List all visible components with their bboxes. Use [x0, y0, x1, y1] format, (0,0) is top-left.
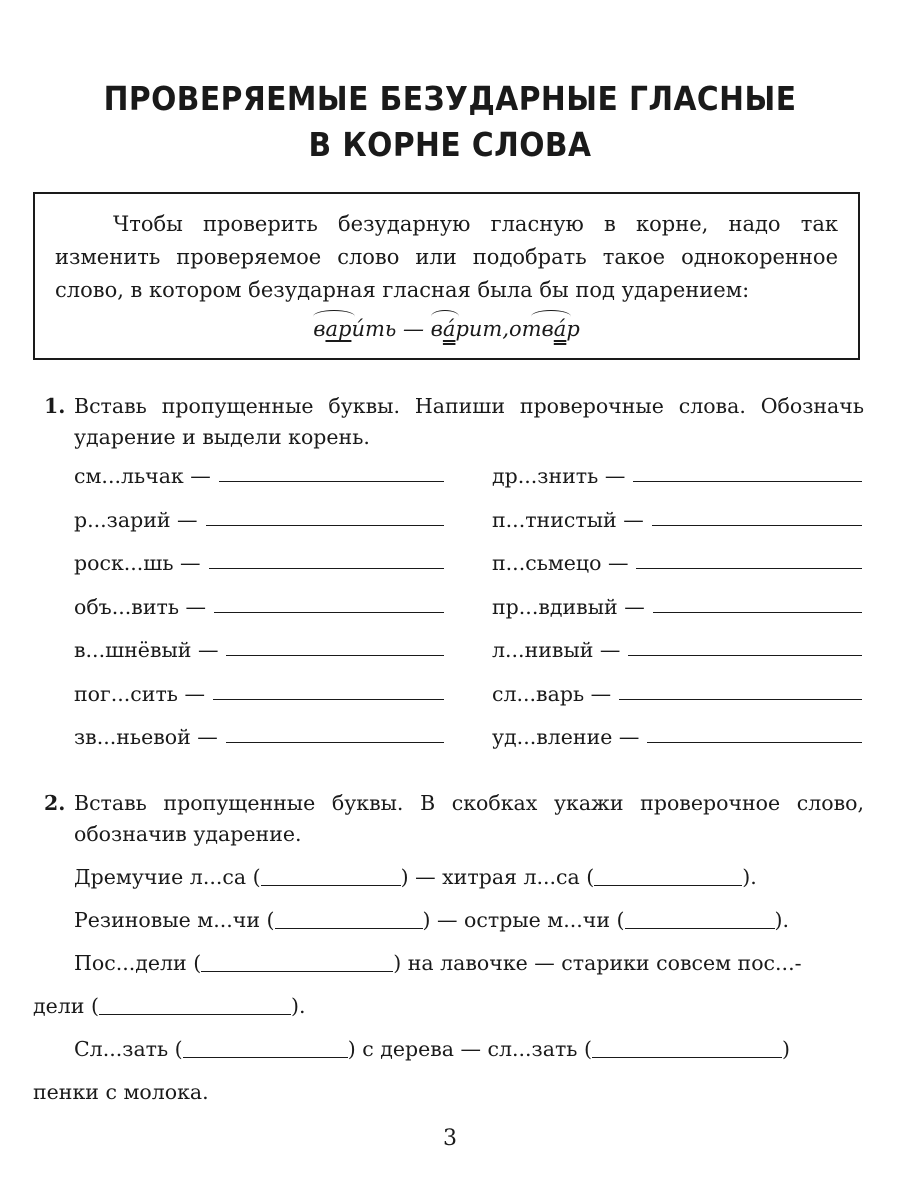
example-word-1: вари́ть: [313, 313, 396, 346]
sentence-line: пенки с молока.: [33, 1080, 209, 1104]
answer-blank[interactable]: [261, 865, 401, 886]
answer-line[interactable]: [633, 481, 862, 482]
word-item-left: пог...сить —: [74, 676, 444, 706]
answer-line[interactable]: [636, 568, 862, 569]
word-item-right: сл...варь —: [492, 676, 862, 706]
word-item-left: см...льчак —: [74, 458, 444, 488]
root-arc: [313, 310, 355, 323]
answer-blank[interactable]: [625, 908, 775, 929]
sentence-line: дели ( ).: [33, 994, 306, 1018]
answer-line[interactable]: [653, 612, 862, 613]
stressed-vowel-mark: а́: [553, 317, 567, 341]
word-item-left: объ...вить —: [74, 589, 444, 619]
task-text: Вставь пропущенные буквы. Напиши проверочные слова. Обозначь ударение и выдели корень.: [74, 394, 864, 449]
task-text: Вставь пропущенные буквы. В скобках укажи проверочное слово, обозначив ударение.: [74, 791, 864, 846]
sentence-line: Резиновые м...чи ( ) — острые м...чи ( ).: [74, 908, 790, 932]
word-item-right: л...нивый —: [492, 632, 862, 662]
answer-blank[interactable]: [183, 1037, 348, 1058]
answer-blank[interactable]: [99, 994, 291, 1015]
task-number: 1.: [44, 394, 66, 418]
sentence-line: Пос...дели ( ) на лавочке — старики совсем пос...-: [74, 951, 802, 975]
word-item-right: уд...вление —: [492, 719, 862, 749]
answer-line[interactable]: [209, 568, 444, 569]
answer-line[interactable]: [226, 655, 444, 656]
answer-line[interactable]: [226, 742, 444, 743]
word-item-right: др...знить —: [492, 458, 862, 488]
word-item-right: п...сьмецо —: [492, 545, 862, 575]
task-1-instruction: [44, 391, 864, 453]
answer-blank[interactable]: [592, 1037, 782, 1058]
unstressed-vowel-mark: ар: [325, 317, 352, 341]
stressed-vowel-mark: а́: [442, 317, 456, 341]
word-item-left: зв...ньевой —: [74, 719, 444, 749]
answer-line[interactable]: [647, 742, 862, 743]
answer-line[interactable]: [213, 699, 444, 700]
example-word-2: ва́рит,: [431, 313, 509, 346]
page-number: 3: [443, 1126, 457, 1151]
answer-line[interactable]: [219, 481, 444, 482]
sentence-line: Дремучие л...са ( ) — хитрая л...са ( ).: [74, 865, 757, 889]
answer-blank[interactable]: [594, 865, 742, 886]
answer-blank[interactable]: [201, 951, 393, 972]
task-number: 2.: [44, 791, 66, 815]
rule-text: Чтобы проверить безударную гласную в корне, надо так изменить проверяемое слово или подобрать такое однокоренное слово, в котором безударная гласная была бы под ударением:: [55, 212, 838, 302]
answer-line[interactable]: [628, 655, 862, 656]
answer-line[interactable]: [206, 525, 444, 526]
title-line-2: В КОРНЕ СЛОВА: [308, 125, 592, 164]
answer-line[interactable]: [652, 525, 862, 526]
rule-example: вари́ть — ва́рит, отва́р: [55, 313, 838, 346]
task-2-instruction: [44, 788, 864, 850]
answer-line[interactable]: [619, 699, 862, 700]
answer-line[interactable]: [214, 612, 444, 613]
word-item-right: п...тнистый —: [492, 502, 862, 532]
word-item-right: пр...вдивый —: [492, 589, 862, 619]
answer-blank[interactable]: [275, 908, 423, 929]
word-item-left: р...зарий —: [74, 502, 444, 532]
word-item-left: роск...шь —: [74, 545, 444, 575]
rule-box: [33, 192, 860, 360]
example-word-3: отва́р: [509, 313, 580, 346]
title-line-1: ПРОВЕРЯЕМЫЕ БЕЗУДАРНЫЕ ГЛАСНЫЕ: [103, 79, 797, 118]
sentence-line: Сл...зать ( ) с дерева — сл...зать ( ): [74, 1037, 790, 1061]
page-title: [45, 76, 855, 168]
root-arc: [431, 310, 459, 323]
root-arc: [531, 310, 571, 323]
word-item-left: в...шнёвый —: [74, 632, 444, 662]
